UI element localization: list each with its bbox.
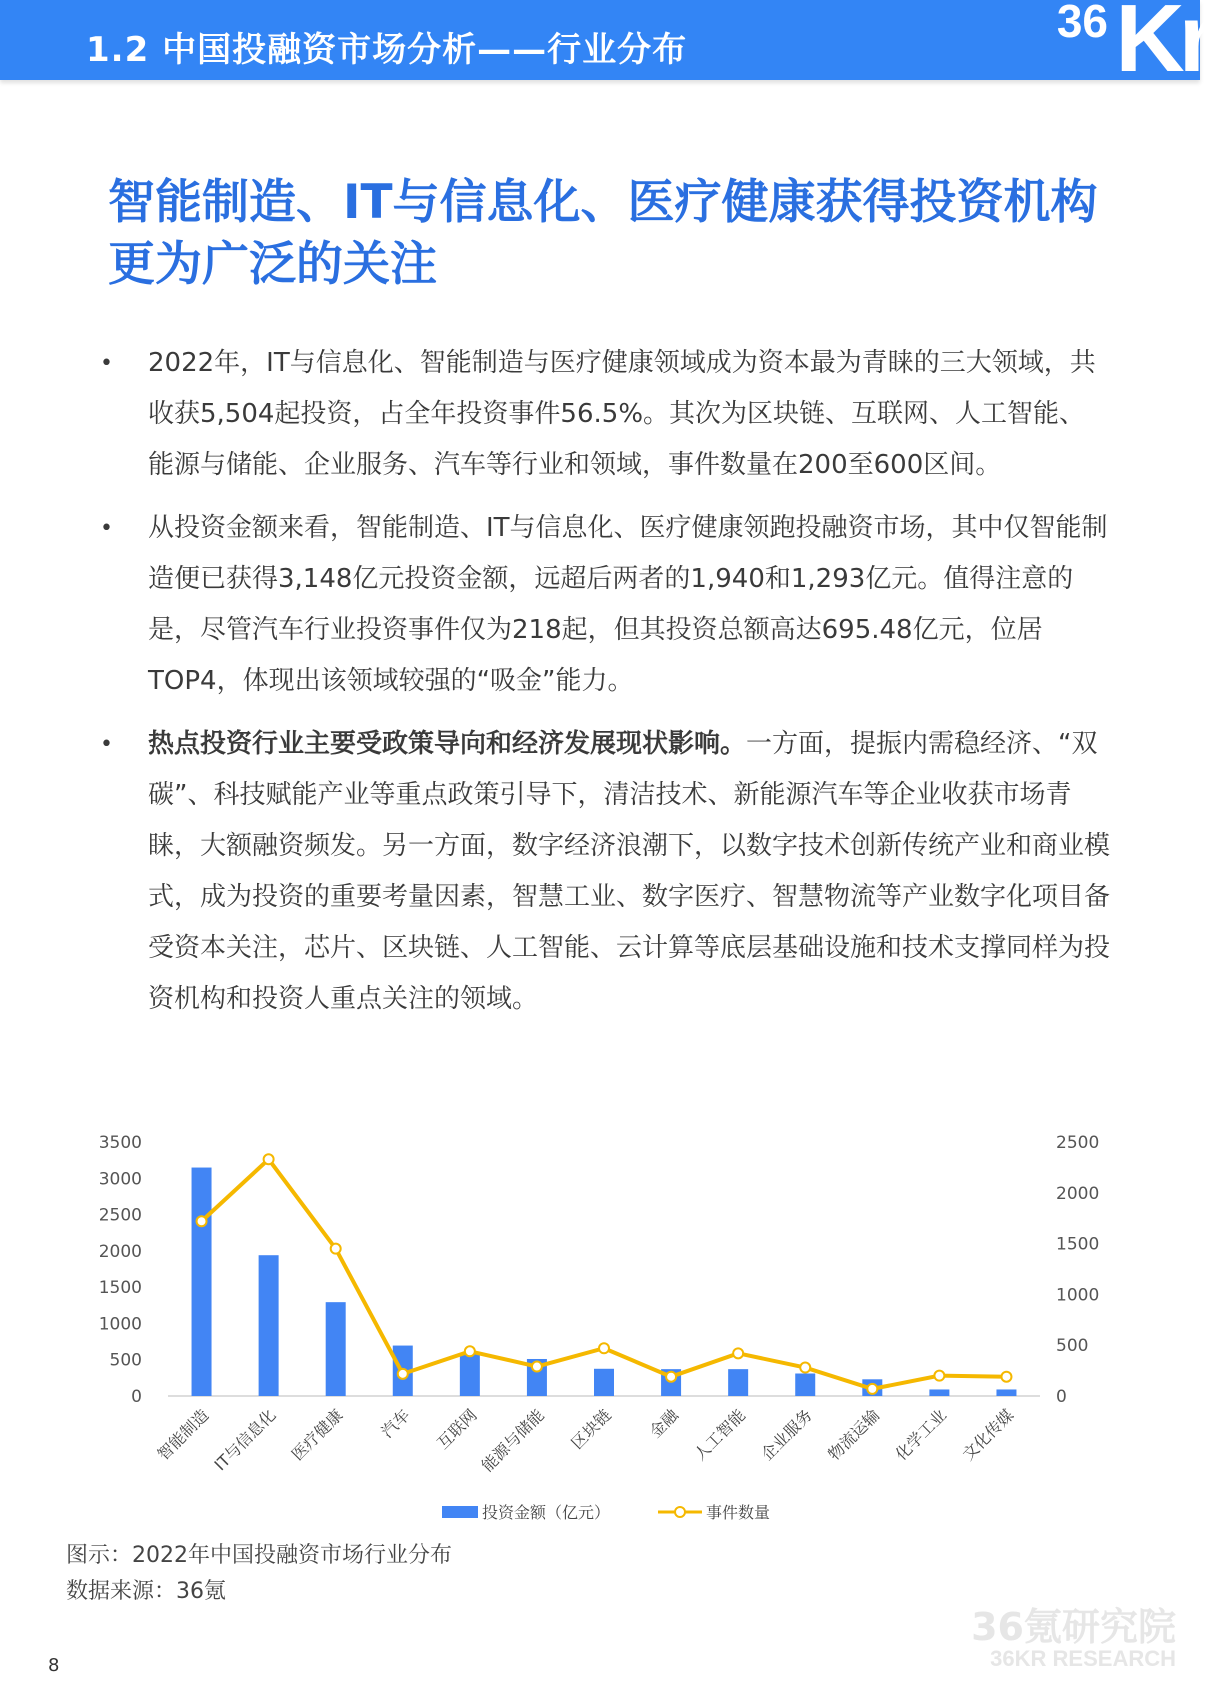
line-point: [867, 1384, 877, 1394]
line-point: [800, 1363, 810, 1373]
x-tick-label: IT与信息化: [210, 1405, 280, 1475]
bar: [192, 1168, 212, 1396]
legend-bar-swatch: [442, 1506, 478, 1518]
bar: [795, 1374, 815, 1396]
y-left-tick: 1500: [98, 1278, 142, 1299]
bullet-text: 从投资金额来看，智能制造、IT与信息化、医疗健康领跑投融资市场，其中仅智能制造便已获得3,148亿元投资金额，远超后两者的1,940和1,293亿元。值得注意的是，尽管汽车行业投资事件仅为218起，但其投资总额高达695.48亿元，位居TOP4，体现出该领域较强的“吸金”能力。: [148, 513, 1108, 696]
watermark-subtitle: 36KR RESEARCH: [990, 1646, 1176, 1671]
x-tick-label: 金融: [645, 1405, 682, 1442]
page-number: 8: [48, 1655, 60, 1676]
x-tick-label: 区块链: [567, 1405, 615, 1453]
y-left-tick: 2000: [98, 1241, 142, 1262]
series-line: [202, 1159, 1007, 1389]
bullet-list: [100, 338, 1110, 1037]
y-right-tick: 1000: [1056, 1285, 1100, 1306]
bar: [929, 1389, 949, 1396]
x-tick-label: 汽车: [377, 1405, 414, 1442]
data-source: 数据来源：36氪: [66, 1579, 226, 1604]
header-bar: 1.2 中国投融资市场分析——行业分布 36 Kr: [0, 0, 1200, 80]
x-tick-label: 互联网: [433, 1405, 481, 1453]
y-right-tick: 1500: [1056, 1234, 1100, 1255]
x-tick-label: 人工智能: [690, 1405, 749, 1465]
bar: [996, 1389, 1016, 1396]
x-tick-label: 能源与储能: [477, 1405, 548, 1476]
y-left-tick: 2500: [98, 1205, 142, 1226]
line-point: [934, 1371, 944, 1381]
x-tick-label: 企业服务: [757, 1405, 817, 1465]
bullet-item: • 热点投资行业主要受政策导向和经济发展现状影响。一方面，提振内需稳经济、“双碳”、科技赋能产业等重点政策引导下，清洁技术、新能源汽车等企业收获市场青睐，大额融资频发。另一方面，数字经济浪潮下，以数字技术创新传统产业和商业模式，成为投资的重要考量因素，智慧工业、数字医疗、智慧物流等产业数字化项目备受资本关注，芯片、区块链、人工智能、云计算等底层基础设施和技术支撑同样为投资机构和投资人重点关注的领域。: [100, 729, 1111, 1014]
bullet-text: 一方面，提振内需稳经济、“双碳”、科技赋能产业等重点政策引导下，清洁技术、新能源汽车等企业收获市场青睐，大额融资频发。另一方面，数字经济浪潮下，以数字技术创新传统产业和商业模式，成为投资的重要考量因素，智慧工业、数字医疗、智慧物流等产业数字化项目备受资本关注，芯片、区块链、人工智能、云计算等底层基础设施和技术支撑同样为投资机构和投资人重点关注的领域。: [148, 729, 1111, 1014]
legend-line-label: 事件数量: [706, 1503, 771, 1522]
bar: [460, 1353, 480, 1396]
y-left-tick: 3000: [98, 1169, 142, 1190]
bar: [594, 1369, 614, 1396]
bar: [326, 1302, 346, 1396]
figure-caption: 图示：2022年中国投融资市场行业分布: [66, 1543, 452, 1568]
line-point: [398, 1369, 408, 1379]
x-tick-label: 智能制造: [153, 1405, 213, 1465]
y-left-tick: 1000: [98, 1314, 142, 1335]
industry-chart: [90, 1120, 1130, 1540]
x-tick-label: 化学工业: [891, 1405, 951, 1465]
y-right-tick: 0: [1056, 1387, 1067, 1407]
y-left-tick: 0: [131, 1387, 142, 1407]
bullet-bold: 热点投资行业主要受政策导向和经济发展现状影响。: [148, 729, 747, 759]
line-point: [197, 1216, 207, 1226]
legend-line-marker: [675, 1507, 685, 1517]
legend-bar-label: 投资金额（亿元）: [482, 1503, 611, 1522]
line-point: [1001, 1372, 1011, 1382]
line-point: [331, 1244, 341, 1254]
y-left-tick: 3500: [98, 1133, 142, 1153]
line-point: [465, 1346, 475, 1356]
y-right-tick: 2000: [1056, 1183, 1100, 1204]
line-point: [264, 1154, 274, 1164]
page-title: 智能制造、IT与信息化、医疗健康获得投资机构更为广泛的关注: [108, 175, 1098, 292]
bullet-item: • 从投资金额来看，智能制造、IT与信息化、医疗健康领跑投融资市场，其中仅智能制造便已获得3,148亿元投资金额，远超后两者的1,940和1,293亿元。值得注意的是，尽管汽车行业投资事件仅为218起，但其投资总额高达695.48亿元，位居TOP4，体现出该领域较强的“吸金”能力。: [100, 513, 1108, 696]
line-point: [532, 1362, 542, 1372]
bar: [728, 1369, 748, 1396]
bullet-text: 2022年，IT与信息化、智能制造与医疗健康领域成为资本最为青睐的三大领域，共收获5,504起投资，占全年投资事件56.5%。其次为区块链、互联网、人工智能、能源与储能、企业服务、汽车等行业和领域，事件数量在200至600区间。: [148, 348, 1096, 480]
line-point: [666, 1372, 676, 1382]
y-left-tick: 500: [109, 1350, 142, 1371]
bar: [259, 1255, 279, 1396]
watermark-title: 36氪研究院: [971, 1605, 1176, 1649]
line-point: [599, 1343, 609, 1353]
x-tick-label: 物流运输: [824, 1405, 884, 1465]
y-right-tick: 2500: [1056, 1133, 1100, 1153]
section-title: 1.2 中国投融资市场分析——行业分布: [86, 30, 688, 70]
x-tick-label: 文化传媒: [958, 1405, 1018, 1465]
bullet-item: • 2022年，IT与信息化、智能制造与医疗健康领域成为资本最为青睐的三大领域，共收获5,504起投资，占全年投资事件56.5%。其次为区块链、互联网、人工智能、能源与储能、企业服务、汽车等行业和领域，事件数量在200至600区间。: [100, 348, 1096, 480]
line-point: [733, 1348, 743, 1358]
x-tick-label: 医疗健康: [287, 1405, 347, 1465]
y-right-tick: 500: [1056, 1336, 1089, 1357]
